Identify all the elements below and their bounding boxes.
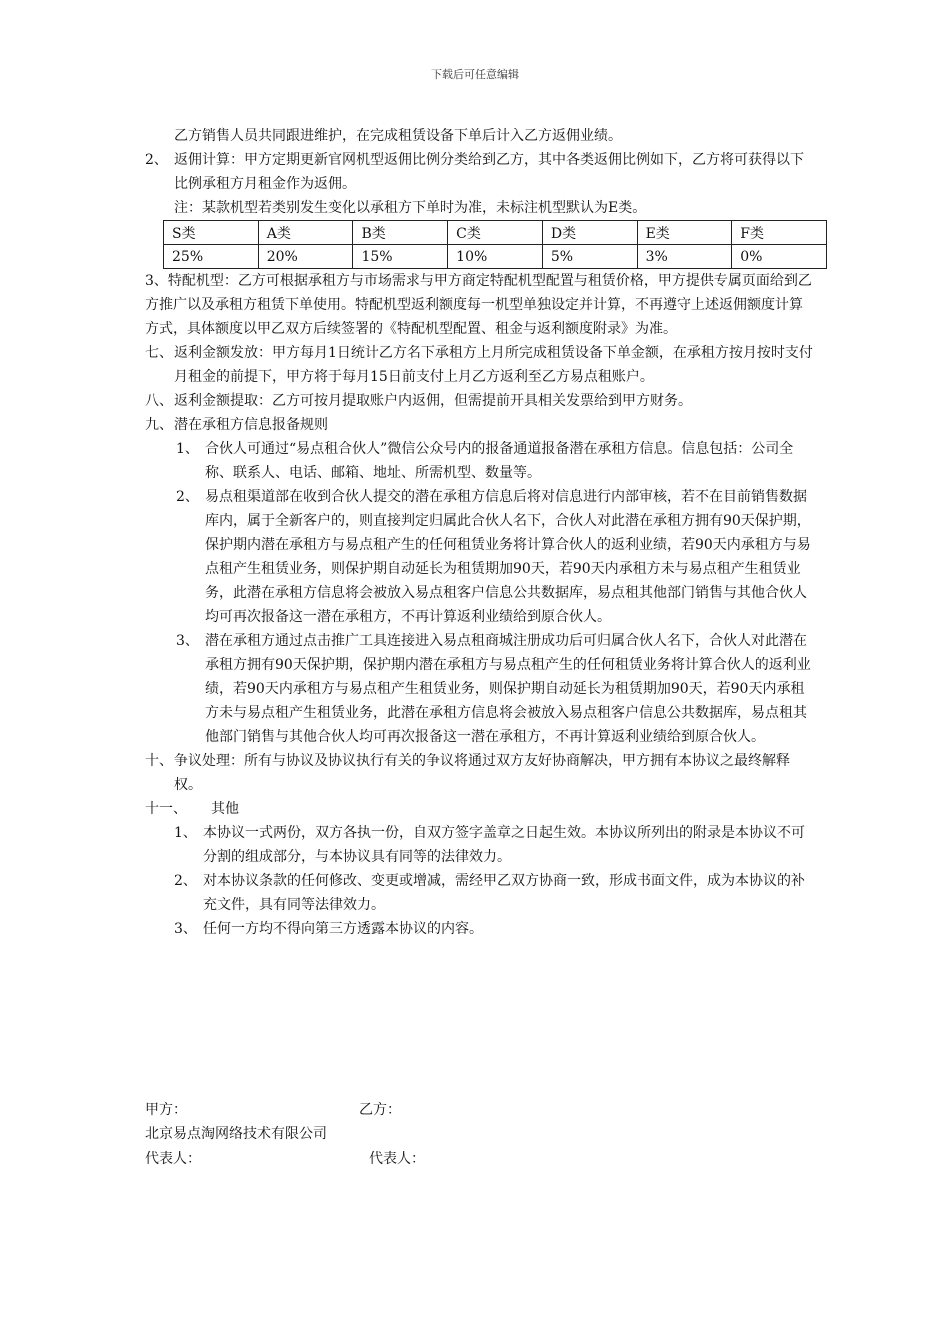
section-9-item-2: [145, 485, 815, 629]
section-9-title: [145, 413, 815, 437]
section-8-text: 返利金额提取：乙方可按月提取账户内返佣，但需提前开具相关发票给到甲方财务。: [174, 393, 692, 409]
rate-table-header-row: [164, 221, 827, 245]
section-11-item-3-text: 任何一方均不得向第三方透露本协议的内容。: [203, 921, 483, 937]
rate-header-e: E类: [637, 221, 732, 245]
rate-value-f: 0%: [732, 245, 827, 269]
section-9-title-text: 潜在承租方信息报备规则: [174, 417, 328, 433]
section-9-item-1-number: 1、: [176, 441, 199, 457]
section-11-item-2-text: 对本协议条款的任何修改、变更或增减，需经甲乙双方协商一致，形成书面文件，成为本协议的补充文件，具有同等法律效力。: [203, 873, 805, 913]
rate-header-f: F类: [732, 221, 827, 245]
rate-value-e: 3%: [637, 245, 732, 269]
clause-2-note: 注：某款机型若类别发生变化以承租方下单时为准，未标注机型默认为E类。: [174, 200, 647, 216]
rate-header-b: B类: [353, 221, 448, 245]
section-9-item-2-number: 2、: [176, 489, 199, 505]
rebate-rate-table: [163, 220, 827, 269]
rate-header-a: A类: [258, 221, 353, 245]
party-a-company: 北京易点淘网络技术有限公司: [145, 1126, 327, 1142]
clause-2: [145, 148, 815, 196]
section-9-item-3-text: 潜在承租方通过点击推广工具连接进入易点租商城注册成功后可归属合伙人名下，合伙人对此潜在承租方拥有90天保护期，保护期内潜在承租方与易点租产生的任何租赁业务将计算合伙人的返利业绩，若90天内承租方与易点租产生租赁业务，则保护期自动延长为租赁期加90天，若90天内承租方未与易点租产生租赁业务，此潜在承租方信息将会被放入易点租客户信息公共数据库，易点租其他部门销售与其他合伙人均可再次报备这一潜在承租方，不再计算返利业绩给到原合伙人。: [205, 633, 811, 745]
section-11-item-2-number: 2、: [174, 873, 197, 889]
section-11-title-text: 其他: [211, 801, 239, 817]
section-10: [145, 749, 815, 797]
section-11-item-1-text: 本协议一式两份，双方各执一份，自双方签字盖章之日起生效。本协议所列出的附录是本协议不可分割的组成部分，与本协议具有同等的法律效力。: [203, 825, 805, 865]
rate-header-c: C类: [448, 221, 543, 245]
party-b-label: 乙方：: [359, 1102, 401, 1118]
rep-a-label: 代表人：: [145, 1151, 201, 1167]
section-8: [145, 389, 815, 413]
section-9-item-1-text: 合伙人可通过“易点租合伙人”微信公众号内的报备通道报备潜在承租方信息。信息包括：公司全称、联系人、电话、邮箱、地址、所需机型、数量等。: [205, 441, 794, 481]
document-body: [145, 124, 815, 941]
clause-2-text: 返佣计算：甲方定期更新官网机型返佣比例分类给到乙方，其中各类返佣比例如下，乙方将可获得以下比例承租方月租金作为返佣。: [174, 152, 804, 192]
rate-value-c: 10%: [448, 245, 543, 269]
rate-value-b: 15%: [353, 245, 448, 269]
signature-block: [145, 1098, 825, 1178]
rate-header-s: S类: [164, 221, 259, 245]
rate-table-value-row: [164, 245, 827, 269]
section-10-number: 十、: [145, 753, 173, 769]
clause-2-number: 2、: [145, 152, 168, 168]
section-11-item-3-number: 3、: [174, 921, 197, 937]
intro-line: 乙方销售人员共同跟进维护，在完成租赁设备下单后计入乙方返佣业绩。: [174, 128, 622, 144]
section-9-item-2-text: 易点租渠道部在收到合伙人提交的潜在承租方信息后将对信息进行内部审核，若不在目前销售数据库内，属于全新客户的，则直接判定归属此合伙人名下，合伙人对此潜在承租方拥有90天保护期，保护期内潜在承租方与易点租产生的任何租赁业务将计算合伙人的返利业绩，若90天内承租方与易点租产生租赁业务，则保护期自动延长为租赁期加90天，若90天内承租方未与易点租产生租赁业务，此潜在承租方信息将会被放入易点租客户信息公共数据库，易点租其他部门销售与其他合伙人均可再次报备这一潜在承租方，不再计算返利业绩给到原合伙人。: [205, 489, 811, 625]
section-7-number: 七、: [145, 345, 173, 361]
section-7: [145, 341, 815, 389]
section-9-item-3: [145, 629, 815, 749]
section-10-text: 争议处理：所有与协议及协议执行有关的争议将通过双方友好协商解决，甲方拥有本协议之最终解释权。: [174, 753, 790, 793]
section-7-text: 返利金额发放：甲方每月1日统计乙方名下承租方上月所完成租赁设备下单金额，在承租方按月按时支付月租金的前提下，甲方将于每月15日前支付上月乙方返利至乙方易点租账户。: [174, 345, 813, 385]
section-9-item-3-number: 3、: [176, 633, 199, 649]
party-a-label: 甲方：: [145, 1102, 187, 1118]
section-11-item-1: [145, 821, 815, 869]
section-9-item-1: [145, 437, 815, 485]
section-11-item-3: [145, 917, 815, 941]
section-11-item-2: [145, 869, 815, 917]
rate-value-d: 5%: [542, 245, 637, 269]
rep-b-label: 代表人：: [369, 1151, 425, 1167]
section-11-item-1-number: 1、: [174, 825, 197, 841]
section-8-number: 八、: [145, 393, 173, 409]
section-11-number: 十一、: [145, 801, 187, 817]
rate-value-a: 20%: [258, 245, 353, 269]
rate-header-d: D类: [542, 221, 637, 245]
section-11-title: [145, 797, 815, 821]
rate-value-s: 25%: [164, 245, 259, 269]
section-9-number: 九、: [145, 417, 173, 433]
clause-3: 3、特配机型：乙方可根据承租方与市场需求与甲方商定特配机型配置与租赁价格，甲方提供专属页面给到乙方推广以及承租方租赁下单使用。特配机型返利额度每一机型单独设定并计算，不再遵守上述返佣额度计算方式，具体额度以甲乙双方后续签署的《特配机型配置、租金与返利额度附录》为准。: [145, 273, 812, 337]
page-header: 下载后可任意编辑: [431, 68, 519, 81]
